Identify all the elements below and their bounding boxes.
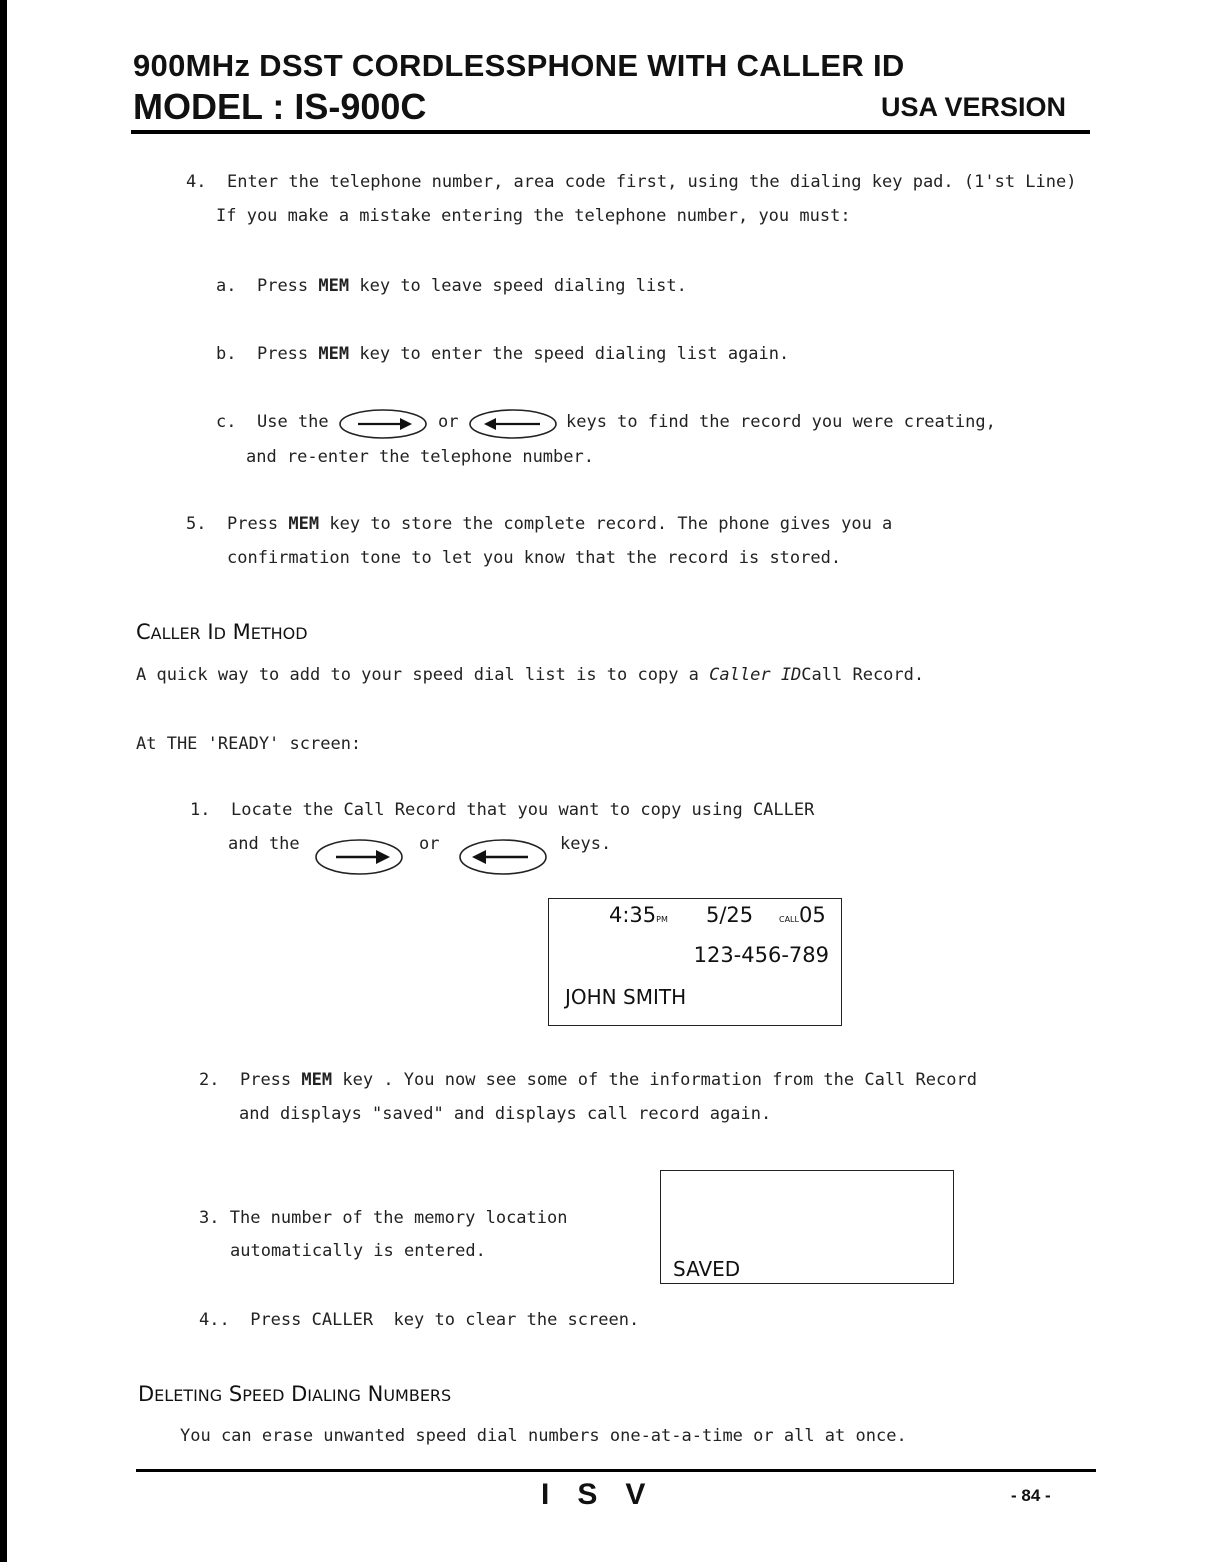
footer-brand: ISV: [541, 1478, 674, 1511]
step-5-continuation: confirmation tone to let you know that the record is stored.: [227, 548, 842, 568]
model-title: MODEL : IS-900C: [133, 86, 427, 127]
intro-italic: Caller ID: [709, 665, 802, 685]
footer-rule: [136, 1469, 1096, 1472]
step-4-continuation: If you make a mistake entering the telephone number, you must:: [216, 206, 851, 226]
page-number: - 84 -: [1011, 1486, 1051, 1505]
left-arrow-key-icon: [458, 838, 548, 876]
step-text: Press: [226, 514, 279, 534]
step-text: key to clear the screen.: [393, 1310, 640, 1330]
caller-key-label: CALLER: [311, 1310, 374, 1330]
step-number: 1.: [190, 800, 211, 820]
right-arrow-key-icon: [314, 838, 404, 876]
caller-record-display: [548, 898, 842, 1026]
step-text: Press: [239, 1070, 292, 1090]
heading-smallcaps: ELETING: [154, 1386, 223, 1405]
display-saved-text: SAVED: [673, 1257, 741, 1281]
step-text: Press: [250, 1310, 302, 1330]
intro-text: A quick way to add to your speed dial list is to copy a: [136, 665, 699, 685]
caller-step-3: [199, 1208, 568, 1228]
heading-smallcaps: IALING: [307, 1386, 361, 1405]
heading-smallcaps: PEED: [242, 1386, 285, 1405]
saved-display: [660, 1170, 954, 1284]
substep-text: Press: [256, 344, 309, 364]
substep-c: [216, 412, 329, 432]
step-text: key . You now see some of the information from the Call Record: [342, 1070, 977, 1090]
right-arrow-key-icon: [338, 408, 428, 440]
deleting-speed-dialing-heading: [138, 1382, 451, 1406]
or-text: or: [419, 834, 440, 854]
intro-text: Call Record.: [801, 665, 925, 685]
caller-step-2-continuation: and displays "saved" and displays call record again.: [239, 1104, 772, 1124]
caller-step-1: [190, 800, 814, 820]
step-number: 4.: [186, 172, 207, 192]
step-number: 3.: [199, 1208, 220, 1228]
substep-text: Press: [256, 276, 309, 296]
display-time: [609, 903, 668, 927]
deleting-intro: You can erase unwanted speed dial numbers one-at-a-time or all at once.: [180, 1426, 907, 1446]
mem-key-label: MEM: [318, 344, 350, 364]
display-date: 5/25: [706, 903, 754, 927]
step-text: Enter the telephone number, area code first, using the dialing key pad. (1'st Line): [226, 172, 1077, 192]
substep-label: a.: [216, 276, 237, 296]
heading-smallcaps: ALLER: [150, 624, 201, 643]
mem-key-label: MEM: [318, 276, 350, 296]
step-number: 5.: [186, 514, 207, 534]
caller-step-4: [199, 1310, 639, 1330]
page-left-border: [0, 0, 7, 1562]
step-text: The number of the memory location: [229, 1208, 568, 1228]
step-text: key to store the complete record. The phone gives you a: [329, 514, 893, 534]
call-number-value: 05: [798, 903, 826, 927]
and-the-text: and the: [228, 834, 300, 854]
heading-initial: C: [136, 620, 151, 644]
version-label: USA VERSION: [880, 92, 1066, 122]
substep-text: key to leave speed dialing list.: [359, 276, 687, 296]
step-5: [186, 514, 892, 534]
heading-initial: D: [138, 1382, 155, 1406]
heading-smallcaps: D: [213, 624, 226, 643]
left-arrow-key-icon: [468, 408, 558, 440]
mem-key-label: MEM: [301, 1070, 333, 1090]
heading-smallcaps: UMBERS: [383, 1386, 452, 1405]
step-4: [186, 172, 1076, 192]
substep-b: [216, 344, 789, 364]
keys-text: keys.: [560, 834, 612, 854]
caller-id-method-heading: [136, 620, 308, 644]
heading-smallcaps: ETHOD: [250, 624, 308, 643]
caller-step-2: [199, 1070, 977, 1090]
pm-indicator: PM: [656, 915, 668, 924]
substep-text: Use the: [256, 412, 329, 432]
display-caller-name: JOHN SMITH: [565, 985, 687, 1009]
heading-initial: M: [232, 620, 251, 644]
ready-screen-label: At THE 'READY' screen:: [136, 734, 362, 754]
step-number: 2.: [199, 1070, 220, 1090]
mem-key-label: MEM: [288, 514, 320, 534]
substep-c-text: keys to find the record you were creating,: [566, 412, 996, 432]
display-call-number: [779, 903, 826, 927]
display-phone-number: 123-456-789: [693, 943, 829, 967]
substep-label: c.: [216, 412, 237, 432]
heading-initial: I: [207, 620, 214, 644]
caller-id-intro: [136, 665, 924, 685]
step-text: Locate the Call Record that you want to copy using CALLER: [230, 800, 815, 820]
step-number: 4..: [199, 1310, 230, 1330]
heading-initial: N: [367, 1382, 384, 1406]
or-text: or: [438, 412, 459, 432]
header-rule: [131, 130, 1090, 134]
substep-text: key to enter the speed dialing list again.: [359, 344, 790, 364]
call-indicator: CALL: [779, 915, 799, 924]
heading-initial: D: [291, 1382, 308, 1406]
substep-c-continuation: and re-enter the telephone number.: [246, 447, 594, 467]
caller-step-3-continuation: automatically is entered.: [230, 1241, 486, 1261]
substep-label: b.: [216, 344, 237, 364]
heading-initial: S: [228, 1382, 243, 1406]
document-title: 900MHz DSST CORDLESSPHONE WITH CALLER ID: [133, 48, 905, 83]
time-value: 4:35: [609, 903, 657, 927]
substep-a: [216, 276, 687, 296]
